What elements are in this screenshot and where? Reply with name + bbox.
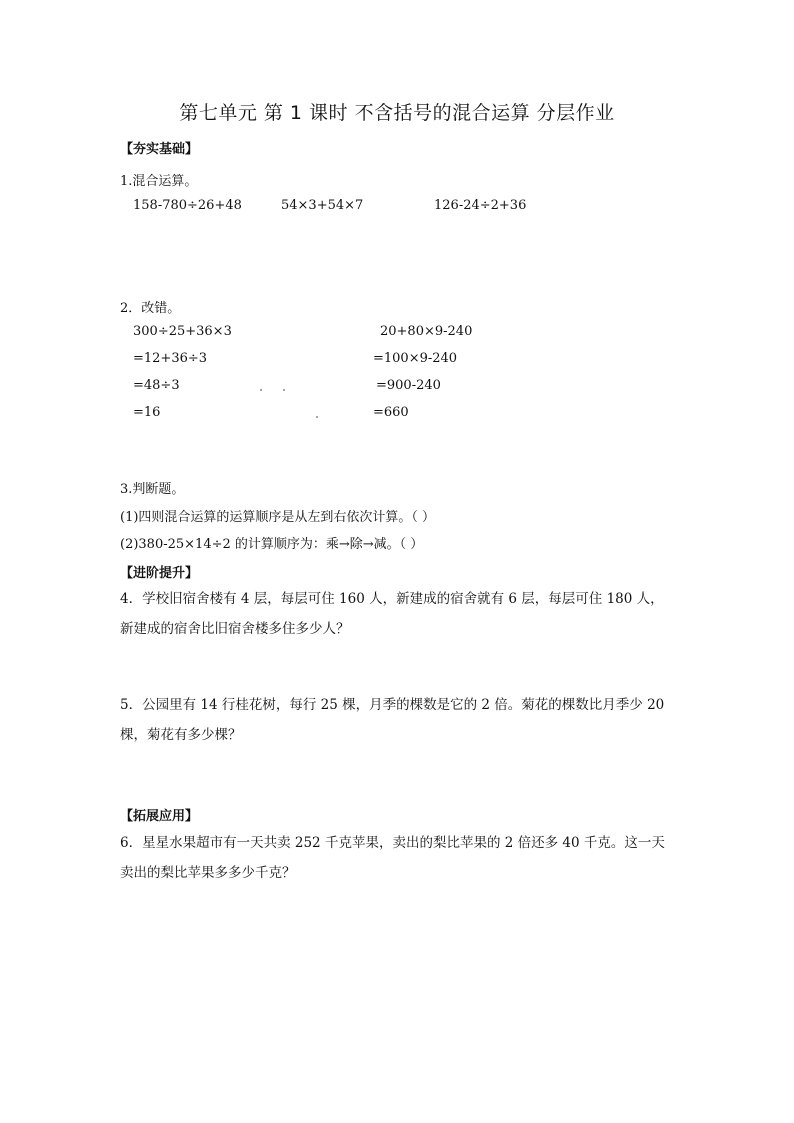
q2-right-line-1: 20+80×9-240 [380, 324, 473, 339]
q1-expr-2: 54×3+54×7 [281, 198, 364, 213]
page-title: 第七单元 第 1 课时 不含括号的混合运算 分层作业 [179, 102, 615, 124]
q3-heading: 3.判断题。 [120, 482, 185, 497]
q2-right-line-4: =660 [373, 405, 409, 420]
scan-speck [283, 389, 285, 391]
q2-right-line-2: =100×9-240 [373, 351, 458, 366]
section-advanced: 【进阶提升】 [120, 566, 199, 581]
scan-speck [260, 389, 262, 391]
q2-left-line-4: =16 [133, 405, 161, 420]
q5-text: 5．公园里有 14 行桂花树，每行 25 棵，月季的棵数是它的 2 倍。菊花的棵数比月季少 20 棵，菊花有多少棵？ [120, 697, 665, 743]
q1-expr-1: 158-780÷26+48 [133, 198, 242, 213]
section-extended: 【拓展应用】 [120, 809, 199, 824]
q3-item-2: (2)380-25×14÷2 的计算顺序为：乘→除→减。（ ） [120, 537, 424, 552]
q1-heading: 1.混合运算。 [120, 174, 198, 189]
q6-text: 6．星星水果超市有一天共卖 252 千克苹果，卖出的梨比苹果的 2 倍还多 40 千克。这一天卖出的梨比苹果多多少千克？ [120, 835, 665, 881]
q2-left-line-2: =12+36÷3 [133, 351, 208, 366]
q2-right-line-3: =900-240 [376, 378, 441, 393]
section-basic: 【夯实基础】 [120, 142, 199, 157]
q2-heading: 2．改错。 [120, 301, 181, 316]
q3-item-1: (1)四则混合运算的运算顺序是从左到右依次计算。（ ） [120, 510, 436, 525]
q1-expr-3: 126-24÷2+36 [434, 198, 527, 213]
scan-speck [316, 416, 318, 418]
q4-text: 4．学校旧宿舍楼有 4 层，每层可住 160 人，新建成的宿舍就有 6 层，每层可住 180 人，新建成的宿舍比旧宿舍楼多住多少人？ [120, 591, 664, 637]
q2-left-line-3: =48÷3 [133, 378, 180, 393]
q2-left-line-1: 300÷25+36×3 [133, 324, 232, 339]
